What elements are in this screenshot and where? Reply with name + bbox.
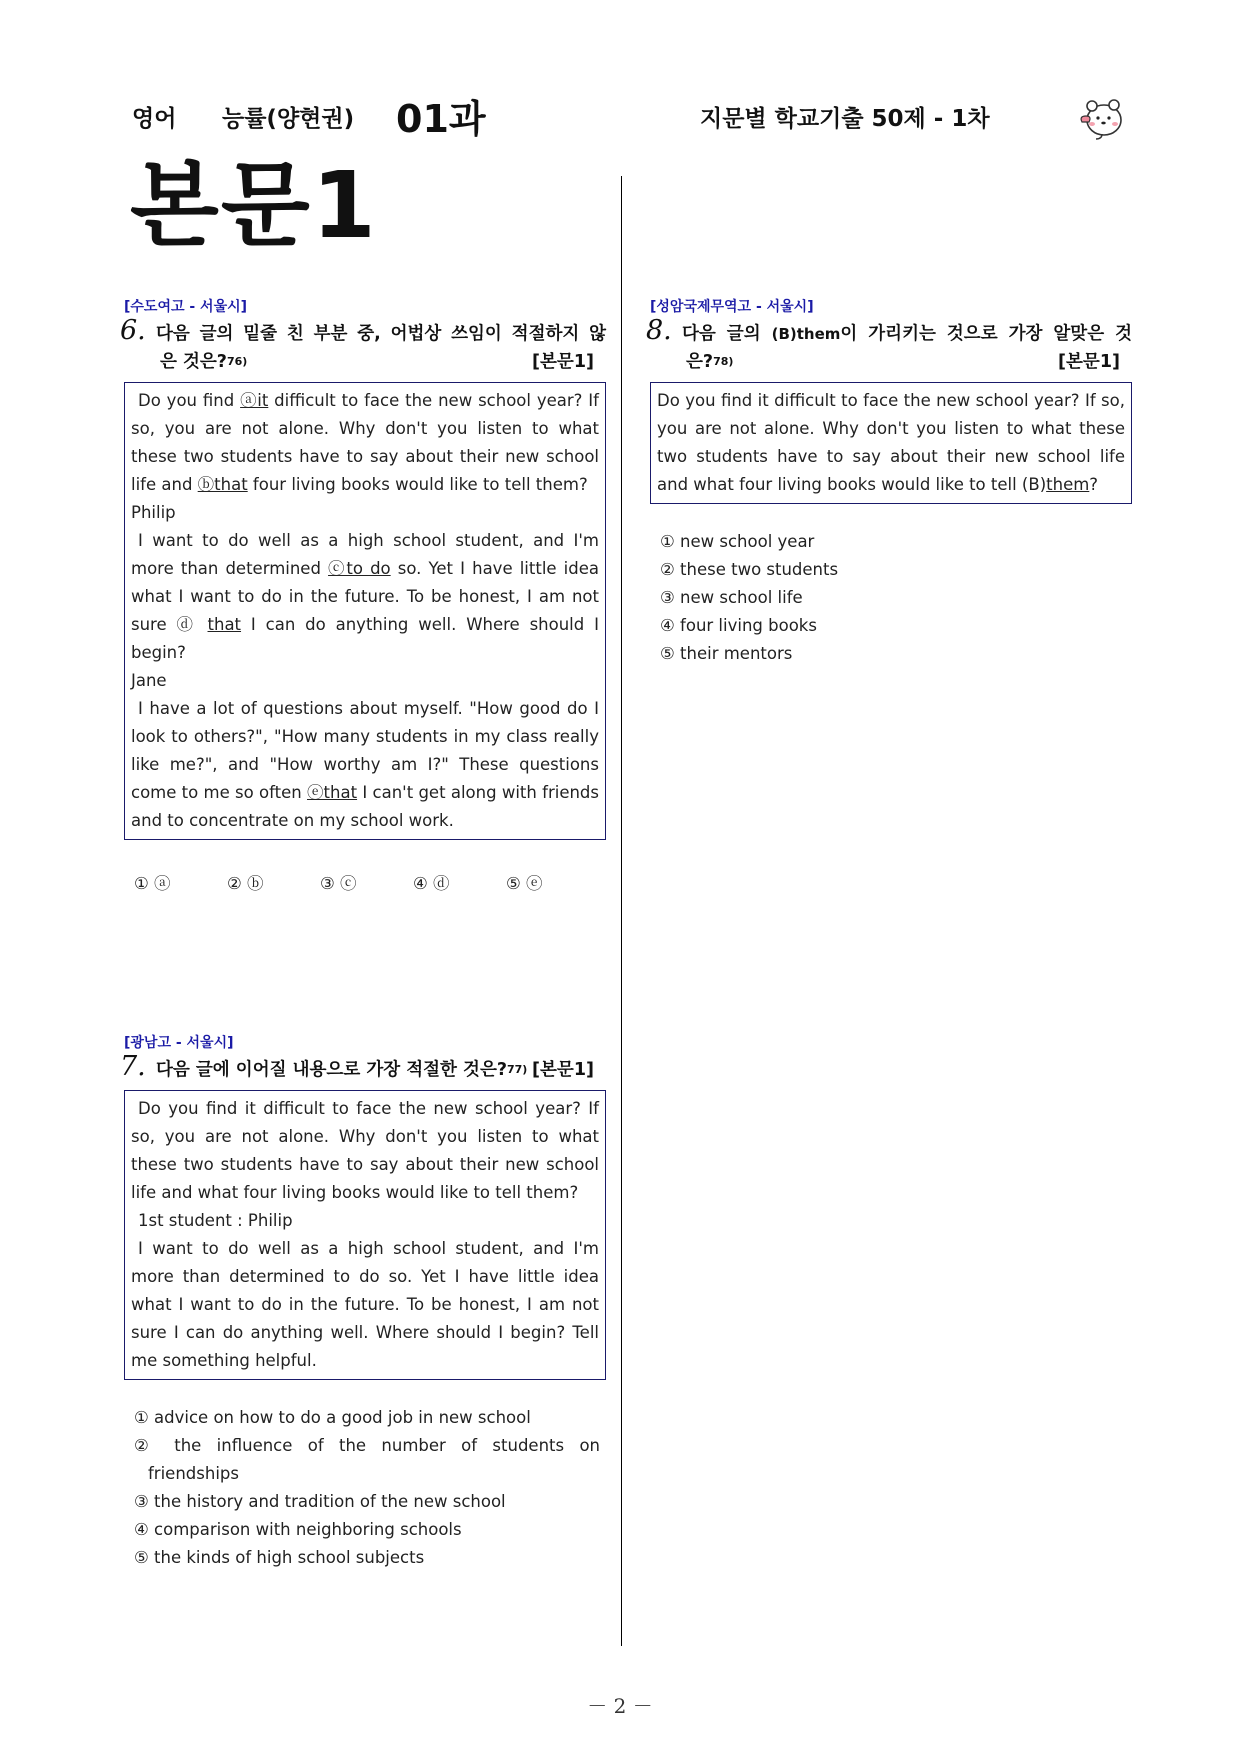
passage-text: four living books would like to tell them? xyxy=(247,475,588,494)
choice-2[interactable]: ② the influence of the number of students on xyxy=(134,1436,600,1455)
passage-paragraph: Do you find it difficult to face the new school year? If so, you are not alone. Why don't you listen to what these two students have to say about their new school life and what four living books would like to tell them? xyxy=(131,1099,599,1202)
question-text: 이 가리키는 것으로 가장 알맞은 것 xyxy=(840,324,1132,344)
question-7 xyxy=(120,1032,606,1572)
question-reference: (B)them xyxy=(771,325,841,343)
choice-4[interactable]: ④ comparison with neighboring schools xyxy=(134,1520,462,1539)
footnote-ref: 76) xyxy=(226,355,248,368)
underlined-e: ⓔthat xyxy=(307,783,358,802)
answer-choices xyxy=(650,528,1132,668)
underlined-b: ⓑthat xyxy=(197,475,248,494)
question-title xyxy=(646,315,1132,376)
page-number: － 2 － xyxy=(587,1694,653,1718)
series-label: 지문별 학교기출 50제 - 1차 xyxy=(700,106,990,132)
question-title xyxy=(120,1051,606,1084)
question-text-line1 xyxy=(650,320,1132,348)
passage-box xyxy=(124,382,606,840)
question-text-line1: 다음 글의 밑줄 친 부분 중, 어법상 쓰임이 적절하지 않 xyxy=(156,324,606,344)
choice-4[interactable]: ④ four living books xyxy=(660,616,817,635)
underlined-them: them xyxy=(1046,475,1090,494)
choice-3[interactable]: ③ new school life xyxy=(660,588,803,607)
footnote-ref: 77) xyxy=(507,1063,528,1076)
passage-paragraph xyxy=(131,527,599,667)
choice-2-continued[interactable]: friendships xyxy=(148,1464,239,1483)
choice-3[interactable]: ③ ⓒ xyxy=(320,874,357,893)
passage-paragraph xyxy=(131,695,599,835)
passage-paragraph xyxy=(131,387,599,499)
choice-1[interactable]: ① advice on how to do a good job in new school xyxy=(134,1408,531,1427)
passage-box xyxy=(650,382,1132,504)
question-text: 다음 글의 xyxy=(682,324,772,344)
passage-text: Do you find xyxy=(138,391,241,410)
footnote-ref: 78) xyxy=(713,355,734,368)
passage-paragraph xyxy=(657,387,1125,499)
question-text: 은? xyxy=(686,352,714,372)
question-text-line2 xyxy=(124,348,606,376)
question-number: 6. xyxy=(120,315,146,346)
bear-mascot-icon xyxy=(1078,92,1128,142)
page-title: 본문1 xyxy=(130,152,378,259)
subject-label: 영어 xyxy=(132,106,177,132)
passage-tag: [본문1] xyxy=(532,1060,594,1080)
choice-5[interactable]: ⑤ their mentors xyxy=(660,644,793,663)
column-divider xyxy=(621,176,622,1646)
question-text-line1 xyxy=(124,1056,606,1084)
page-header xyxy=(0,92,1240,142)
passage-text: I want to do well as a high school student, and I'm more than determined xyxy=(131,531,599,578)
passage-text: I have a lot of questions about myself. "How good do I look to others?", "How many students in my class really like me?", and "How worthy am I?" These questions come to me so often xyxy=(131,699,599,802)
choice-5[interactable]: ⑤ ⓔ xyxy=(506,874,543,893)
passage-text: I can't get along with friends and to concentrate on my school work. xyxy=(131,783,599,830)
question-number: 7. xyxy=(120,1051,146,1082)
speaker-name: 1st student : Philip xyxy=(138,1211,293,1230)
passage-box xyxy=(124,1090,606,1380)
passage-tag: [본문1] xyxy=(1058,352,1120,372)
textbook-label: 능률(양현권) xyxy=(222,106,355,132)
speaker-name: Philip xyxy=(131,503,176,522)
passage-text: difficult to face the new school year? If so, you are not alone. Why don't you listen to what these two students have to say about their new school life and xyxy=(131,391,599,494)
choice-2[interactable]: ② these two students xyxy=(660,560,839,579)
question-6 xyxy=(120,296,606,894)
question-text: 은 것은? xyxy=(160,352,227,372)
underlined-d: that xyxy=(207,615,242,634)
passage-paragraph: I want to do well as a high school student, and I'm more than determined to do so. Yet I have little idea what I want to do in the future. To be honest, I am not sure I can do anything well. Where should I begin? Tell me something helpful. xyxy=(131,1239,599,1370)
passage-tag: [본문1] xyxy=(532,352,594,372)
answer-choices xyxy=(124,870,606,894)
speaker-name: Jane xyxy=(131,671,167,690)
choice-4[interactable]: ④ ⓓ xyxy=(413,874,450,893)
question-source: [수도여고 - 서울시] xyxy=(124,299,248,315)
question-text-line2 xyxy=(650,348,1132,376)
choice-5[interactable]: ⑤ the kinds of high school subjects xyxy=(134,1548,425,1567)
lesson-label: 01과 xyxy=(396,97,486,141)
choice-1[interactable]: ① new school year xyxy=(660,532,815,551)
choice-3[interactable]: ③ the history and tradition of the new school xyxy=(134,1492,506,1511)
passage-text: Do you find it difficult to face the new school year? If so, you are not alone. Why don't you listen to what these two students have to say about their new school life and what four living books would like to tell (B) xyxy=(657,391,1125,494)
question-source: [성암국제무역고 - 서울시] xyxy=(650,299,814,315)
question-source: [광남고 - 서울시] xyxy=(124,1035,234,1051)
choice-1[interactable]: ① ⓐ xyxy=(134,874,171,893)
passage-text: ? xyxy=(1089,475,1099,494)
answer-choices xyxy=(124,1404,606,1572)
passage-text: I can do anything well. Where should I begin? xyxy=(131,615,599,662)
question-title xyxy=(120,315,606,376)
question-text: 다음 글에 이어질 내용으로 가장 적절한 것은? xyxy=(156,1060,507,1080)
underlined-a: ⓐit xyxy=(240,391,269,410)
question-number: 8. xyxy=(646,315,672,346)
question-8 xyxy=(646,296,1132,668)
underlined-c: ⓒto do xyxy=(328,559,391,578)
passage-text: so. Yet I have little idea what I want to do in the future. To be honest, I am not sure ⓓ xyxy=(131,559,599,634)
choice-2[interactable]: ② ⓑ xyxy=(227,874,264,893)
